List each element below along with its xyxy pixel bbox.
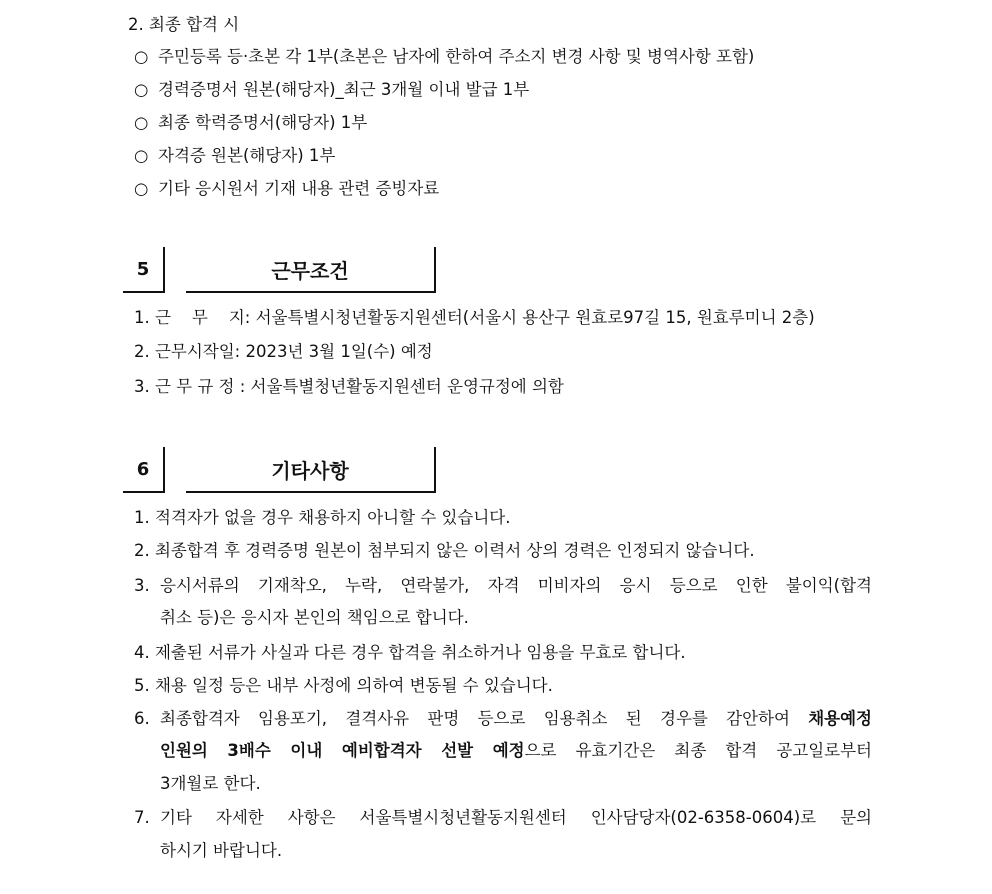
final-heading: 2. 최종 합격 시 (128, 15, 240, 34)
circle-bullet-icon: ○ (134, 47, 149, 66)
final-item-text: 경력증명서 원본(해당자)_최근 3개월 이내 발급 1부 (158, 80, 530, 99)
section-5-title: 근무조건 (186, 247, 436, 293)
list-item (134, 79, 529, 101)
list-item (134, 46, 754, 68)
circle-bullet-icon: ○ (134, 179, 149, 198)
list-item: 3. 근 무 규 정 : 서울특별청년활동지원센터 운영규정에 의함 (134, 377, 564, 396)
list-item: 1. 근 무 지: 서울특별시청년활동지원센터(서울시 용산구 원효로97길 15, 원효루미니 2층) (134, 308, 815, 327)
list-item: 2. 근무시작일: 2023년 3월 1일(수) 예정 (134, 342, 433, 361)
section-6-number: 6 (123, 447, 165, 493)
circle-bullet-icon: ○ (134, 146, 149, 165)
section-5-number: 5 (123, 247, 165, 293)
final-item-text: 자격증 원본(해당자) 1부 (158, 146, 336, 165)
circle-bullet-icon: ○ (134, 80, 149, 99)
final-item-text: 주민등록 등·초본 각 1부(초본은 남자에 한하여 주소지 변경 사항 및 병역사항 포함) (158, 47, 755, 66)
list-item: 2. 최종합격 후 경력증명 원본이 첨부되지 않은 이력서 상의 경력은 인정되지 않습니다. (134, 541, 755, 560)
list-item-line (160, 708, 872, 730)
list-item (134, 178, 439, 200)
emphasis-text: 인원의 3배수 이내 예비합격자 선발 예정 (160, 741, 525, 760)
list-item (134, 112, 367, 134)
list-item-line: 취소 등)은 응시자 본인의 책임으로 합니다. (160, 608, 469, 627)
list-item: 1. 적격자가 없을 경우 채용하지 아니할 수 있습니다. (134, 508, 511, 527)
final-item-text: 최종 학력증명서(해당자) 1부 (158, 113, 368, 132)
list-item-num: 7. (134, 808, 150, 827)
list-item-line: 3개월로 한다. (160, 774, 261, 793)
section-6-title: 기타사항 (186, 447, 436, 493)
list-item-num: 6. (134, 709, 150, 728)
list-item: 4. 제출된 서류가 사실과 다른 경우 합격을 취소하거나 임용을 무효로 합니다. (134, 643, 686, 662)
list-item (134, 145, 335, 167)
final-item-text: 기타 응시원서 기재 내용 관련 증빙자료 (158, 179, 440, 198)
text-run: 최종합격자 임용포기, 결격사유 판명 등으로 임용취소 된 경우를 감안하여 (160, 709, 809, 728)
list-item-line: 하시기 바랍니다. (160, 841, 283, 860)
list-item-line (160, 740, 872, 762)
circle-bullet-icon: ○ (134, 113, 149, 132)
emphasis-text: 채용예정 (808, 709, 872, 728)
list-item-num: 3. (134, 576, 150, 595)
text-run: 으로 유효기간은 최종 합격 공고일로부터 (524, 741, 872, 760)
list-item: 5. 채용 일정 등은 내부 사정에 의하여 변동될 수 있습니다. (134, 676, 553, 695)
list-item-line: 기타 자세한 사항은 서울특별시청년활동지원센터 인사담당자(02-6358-0604)로 문의 (160, 808, 872, 827)
list-item-line: 응시서류의 기재착오, 누락, 연락불가, 자격 미비자의 응시 등으로 인한 불이익(합격 (160, 576, 872, 595)
